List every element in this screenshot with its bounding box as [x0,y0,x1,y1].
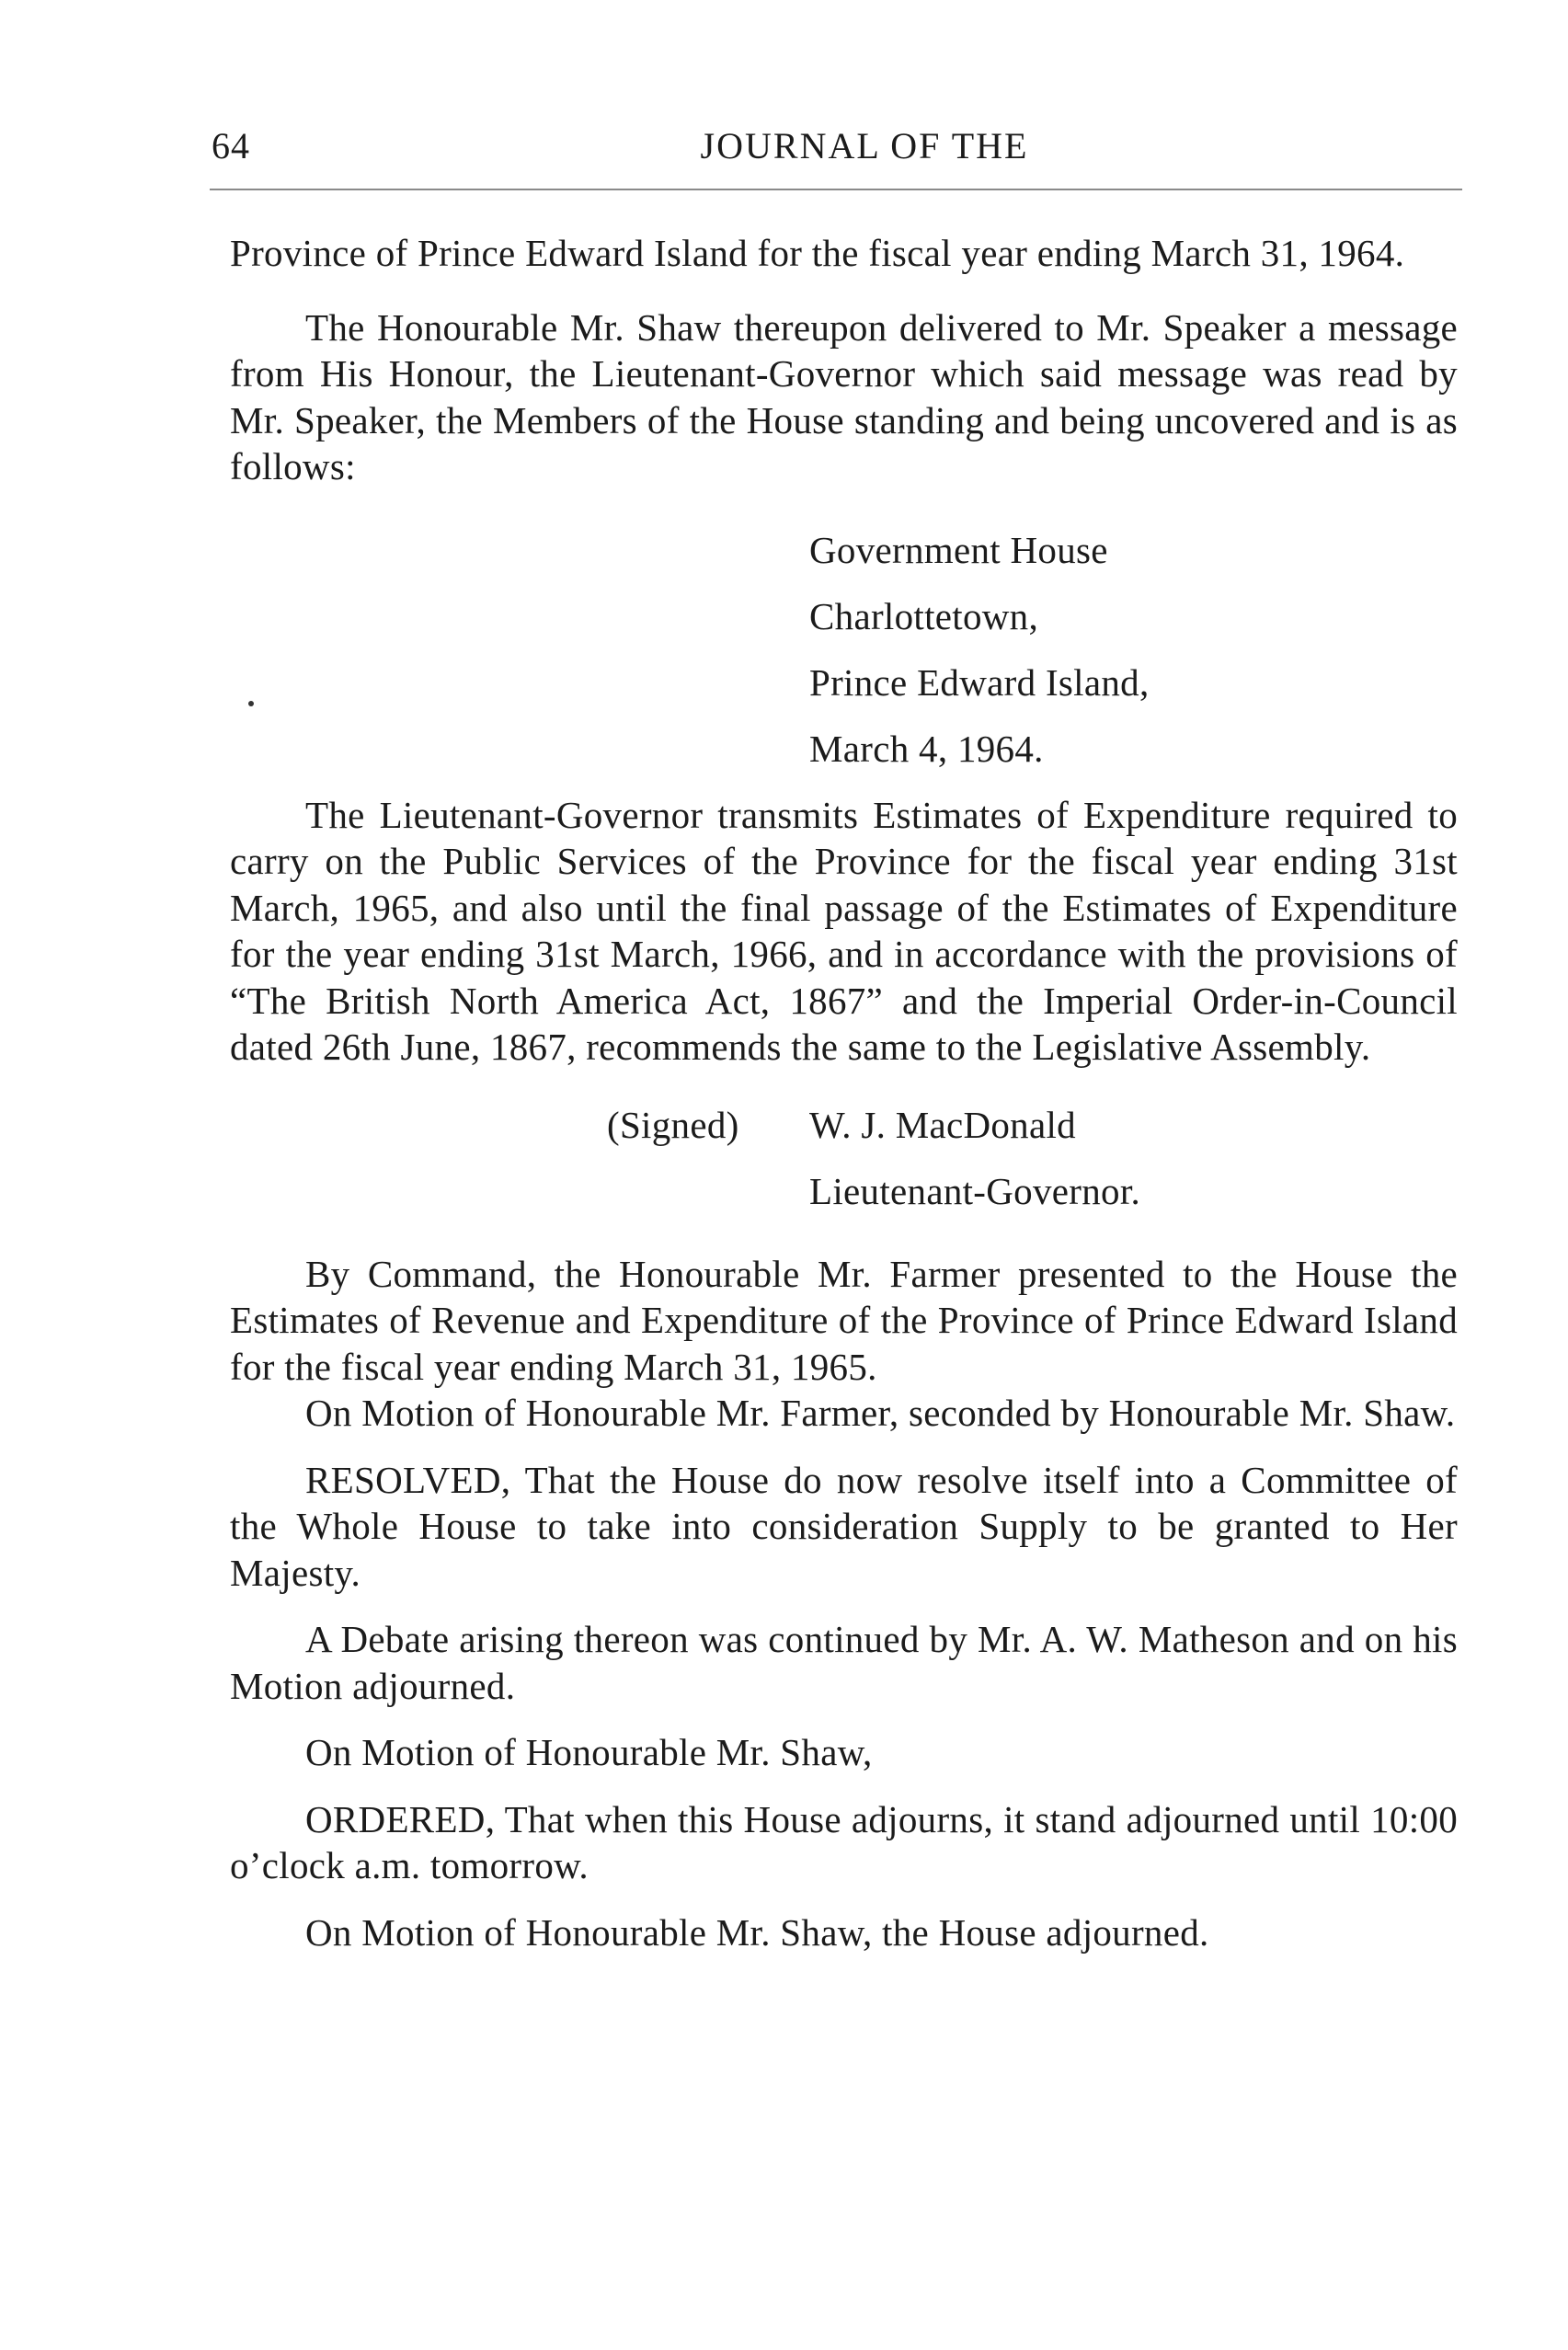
paragraph-adjourned: On Motion of Honourable Mr. Shaw, the House adjourned. [305,1910,1209,1954]
page-body [230,230,1458,1955]
paragraph-ordered: ORDERED, That when this House adjourns, it stand adjourned until 10:00 o’clock a.m. tomorrow. [230,1797,1458,1886]
address-block [230,527,1458,772]
signatory-name: W. J. MacDonald [809,1103,1076,1146]
paragraph-resolved: RESOLVED, That the House do now resolve itself into a Committee of the Whole House to take into consideration Supply to be granted to Her Majesty. [230,1458,1458,1594]
paragraph-message-body: The Lieutenant-Governor transmits Estimates of Expenditure required to carry on the Public Services of the Province for the fiscal year ending 31st March, 1965, and also until the final passage of the Estimates of Expenditure for the year ending 31st March, 1966, and in accordance with the provisions of “The British North America Act, 1867” and the Imperial Order-in-Council dated 26th June, 1867, recommends the same to the Legislative Assembly. [230,793,1458,1068]
paragraph-message-delivered: The Honourable Mr. Shaw thereupon delivered to Mr. Speaker a message from His Honour, the Lieutenant-Governor which said message was read by Mr. Speaker, the Members of the House standing and being uncovered and is as follows: [230,305,1458,487]
running-head: JOURNAL OF THE [700,125,1029,166]
address-line: Charlottetown, [809,594,1039,637]
header-rule [210,189,1462,190]
page-header [212,124,1462,181]
paragraph-debate: A Debate arising thereon was continued by Mr. A. W. Matheson and on his Motion adjourned. [230,1618,1458,1707]
paragraph-motion-shaw: On Motion of Honourable Mr. Shaw, [305,1731,873,1773]
page-number: 64 [212,125,250,166]
paragraph-motion-farmer: On Motion of Honourable Mr. Farmer, seconded by Honourable Mr. Shaw. [305,1392,1456,1434]
address-date: March 4, 1964. [809,727,1044,770]
paragraph-estimates-presented: By Command, the Honourable Mr. Farmer presented to the House the Estimates of Revenue and Expenditure of the Province of Prince Edward Island for the fiscal year ending March 31, 1965. [230,1252,1458,1388]
signatory-title: Lieutenant-Governor. [809,1169,1141,1212]
signature-block [230,1102,1458,1231]
address-line: Prince Edward Island, [809,660,1150,704]
signed-label: (Signed) [607,1103,739,1146]
address-line: Government House [809,528,1108,571]
paragraph-continuation: Province of Prince Edward Island for the fiscal year ending March 31, 1964. [230,232,1405,274]
